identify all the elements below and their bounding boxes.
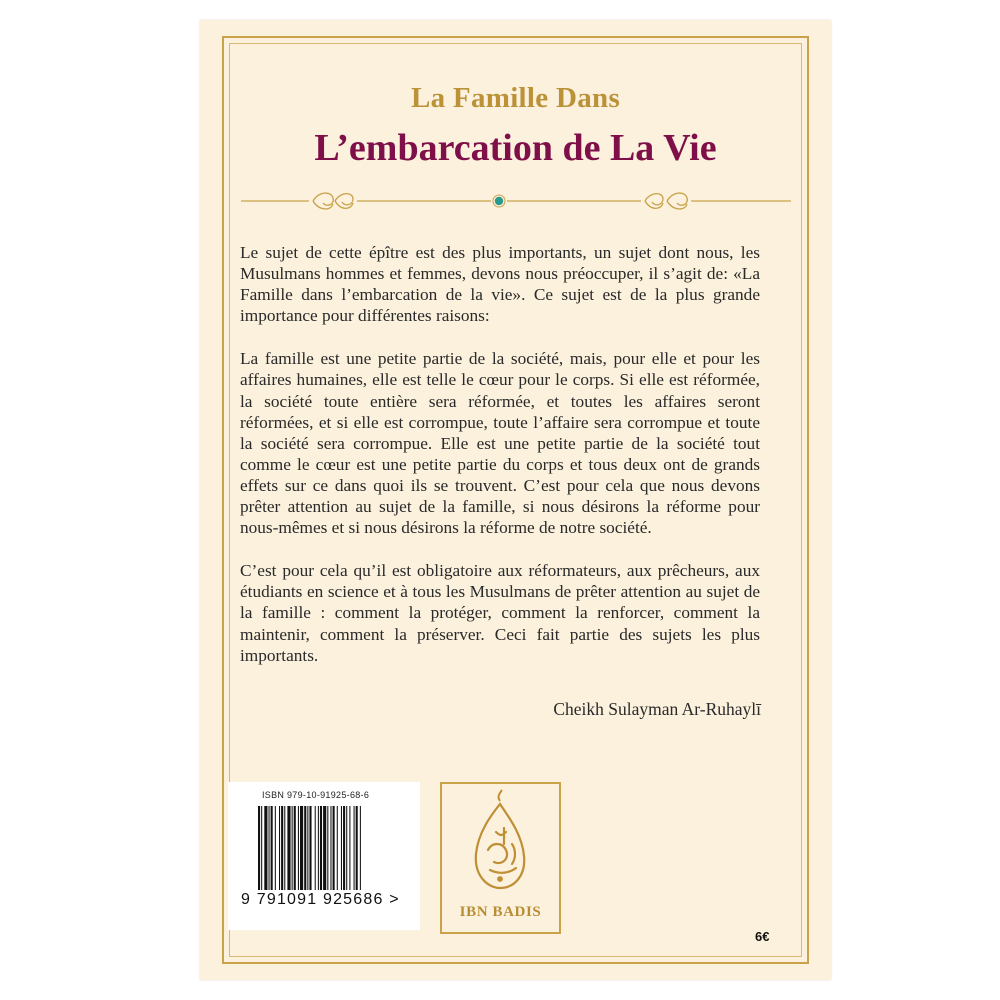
- barcode-bar: [284, 806, 285, 890]
- barcode-bar: [261, 806, 262, 890]
- barcode-bar: [341, 806, 342, 890]
- barcode-number: 9 791091 925686 >: [241, 891, 400, 908]
- barcode-bar: [304, 806, 306, 890]
- barcode-bar: [307, 806, 308, 890]
- isbn-label: ISBN 979-10-91925-68-6: [262, 790, 370, 800]
- barcode-area: [228, 782, 420, 930]
- barcode-bar: [264, 806, 267, 890]
- barcode-bar: [269, 806, 270, 890]
- barcode-icon: [258, 806, 394, 894]
- barcode-bar: [323, 806, 326, 890]
- barcode-bar: [309, 806, 311, 890]
- barcode-bar: [279, 806, 280, 890]
- cover-blurb: [240, 242, 760, 688]
- barcode-bar: [271, 806, 273, 890]
- blurb-paragraph: C’est pour cela qu’il est obligatoire aux réformateurs, aux prêcheurs, aux étudiants en science et à tous les Musulmans de prêter attention au sujet de la famille : comment la protéger, comment la renforcer, comment la maintenir, comment la préserver. Ceci fait partie des sujets les plus importants.: [240, 561, 760, 665]
- barcode-bar: [318, 806, 319, 890]
- barcode-bar: [327, 806, 328, 890]
- barcode-bar: [360, 806, 361, 890]
- blurb-paragraph: La famille est une petite partie de la société, mais, pour elle et pour les affaires humaines, elle est telle le cœur pour le corps. Si elle est réformée, la société toute entière sera réformée, et toutes les affaires seront réformées, et si elle est corrompue, toute l’affaire sera corrompue et toute la société sera corrompue. Elle est une petite partie de la société tout comme le cœur est une petite partie du corps et tous deux ont de grands effets sur ce dans quoi ils se trouvent. C’est pour cela que nous devons prêter attention au sujet de la famille, si nous désirons la réforme pour nous-mêmes et si nous désirons la réforme de notre société.: [240, 349, 760, 538]
- book-back-cover: [200, 20, 831, 980]
- barcode-bar: [292, 806, 293, 890]
- barcode-bar: [320, 806, 322, 890]
- cover-title-line1: La Famille Dans: [410, 82, 621, 114]
- barcode-bar: [356, 806, 358, 890]
- barcode-bar: [330, 806, 331, 890]
- cover-title-line2: L’embarcation de La Vie: [314, 127, 717, 169]
- barcode-bar: [337, 806, 338, 890]
- barcode-bar: [258, 806, 260, 890]
- publisher-logo: [440, 782, 561, 934]
- barcode-bar: [354, 806, 355, 890]
- barcode-bar: [287, 806, 290, 890]
- barcode-bar: [298, 806, 299, 890]
- barcode-bar: [281, 806, 283, 890]
- price-label: 6€: [755, 929, 770, 944]
- blurb-paragraph: Le sujet de cette épître est des plus importants, un sujet dont nous, les Musulmans hommes et femmes, devons nous préoccuper, il s’agit de: «La Famille dans l’embarcation de la vie». Ce sujet est de la plus grande importance pour différentes raisons:: [240, 243, 760, 326]
- barcode-bar: [300, 806, 303, 890]
- barcode-bar: [346, 806, 347, 890]
- barcode-bar: [275, 806, 276, 890]
- barcode-bar: [315, 806, 316, 890]
- author-signature: Cheikh Sulayman Ar-Ruhaylī: [553, 699, 761, 719]
- barcode-bar: [333, 806, 335, 890]
- ornament-divider-icon: [241, 186, 791, 216]
- barcode-bar: [349, 806, 350, 890]
- barcode-bar: [343, 806, 345, 890]
- publisher-name: IBN BADIS: [459, 904, 542, 920]
- calligraphy-logo-icon: [442, 784, 559, 904]
- barcode-bar: [294, 806, 296, 890]
